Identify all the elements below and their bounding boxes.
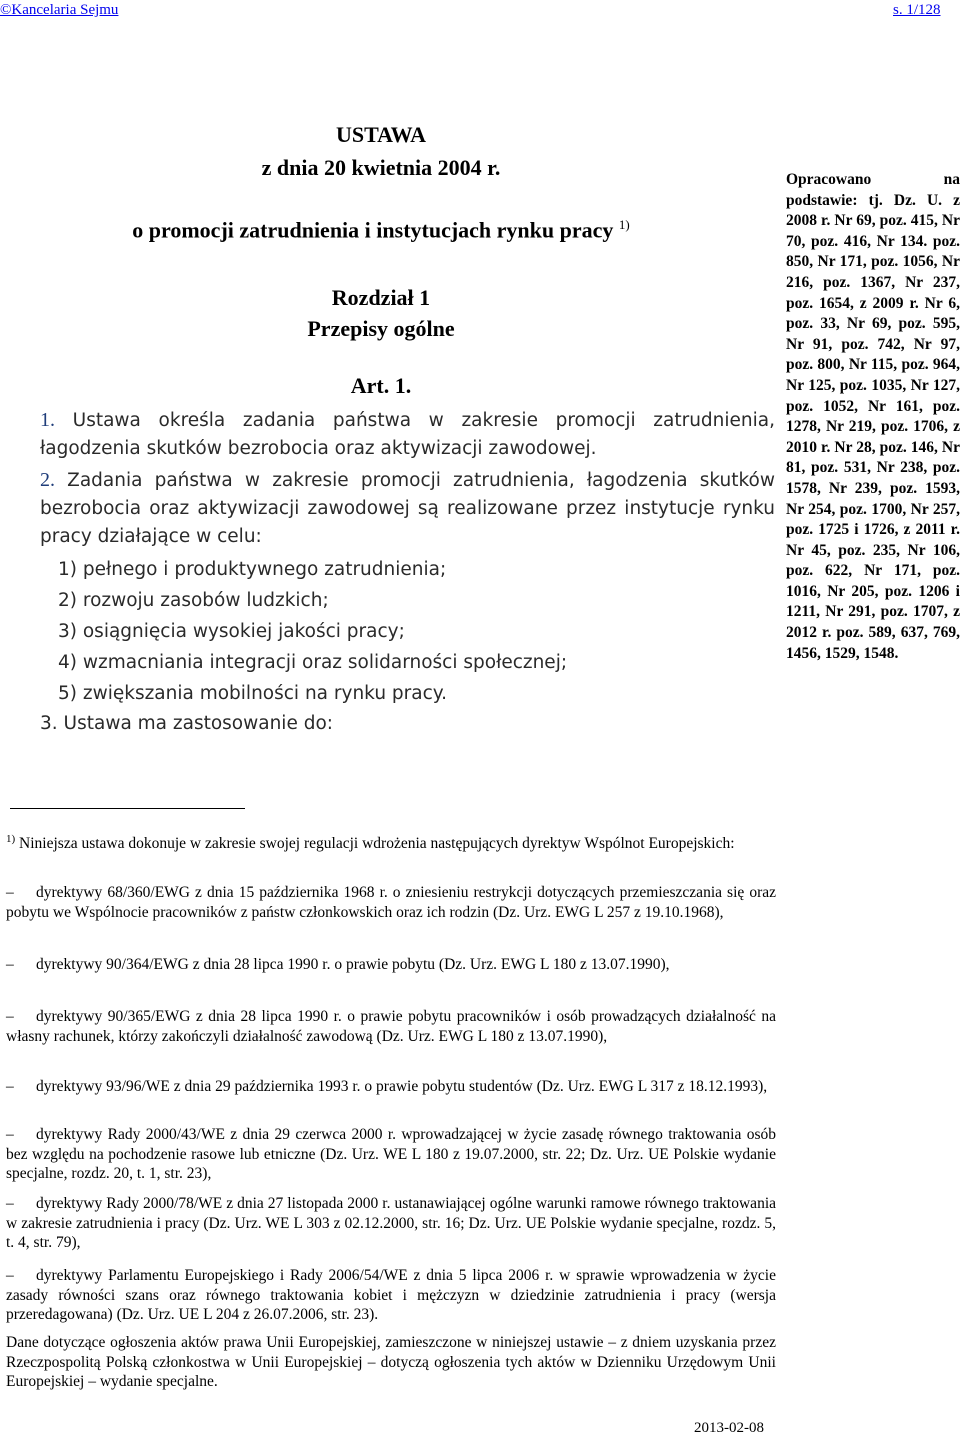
footnote-intro — [6, 830, 776, 854]
directive-text: dyrektywy 68/360/EWG z dnia 15 października 1968 r. o zniesieniu restrykcji dotyczących przemieszczania się oraz pobytu we Wspólnocie pracowników z państw członkowskich oraz ich rodzin (Dz. Urz. EWG L 257 z 19.10.1968), — [6, 884, 776, 921]
paragraph-2-number: 2. — [40, 469, 55, 491]
list-item: 4) wzmacniania integracji oraz solidarności społecznej; — [58, 652, 568, 673]
dash: – — [6, 1008, 14, 1025]
footnote-intro-text: Niniejsza ustawa dokonuje w zakresie swojej regulacji wdrożenia następujących dyrektyw Wspólnot Europejskich: — [19, 835, 735, 853]
dash: – — [6, 1195, 14, 1212]
directive-text: dyrektywy Rady 2000/43/WE z dnia 29 czerwca 2000 r. wprowadzającej w życie zasadę równego traktowania osób bez względu na pochodzenie rasowe lub etniczne (Dz. Urz. WE L 180 z 19.07.2000, str. 22; Dz. Urz. UE Polskie wydanie specjalne, rozdz. 20, t. 1, str. 23), — [6, 1126, 776, 1182]
directive-text: dyrektywy Rady 2000/78/WE z dnia 27 listopada 2000 r. ustanawiającej ogólne warunki ramowe równego traktowania w zakresie zatrudnienia i pracy (Dz. Urz. WE L 303 z 02.12.2000, str. 16; Dz. Urz. UE Polskie wydanie specjalne, rozdz. 5, t. 4, str. 79), — [6, 1195, 776, 1251]
act-subject — [0, 217, 762, 243]
footnote-ref[interactable]: 1) — [618, 217, 630, 232]
dash: – — [6, 884, 14, 901]
header-page-number[interactable] — [893, 2, 941, 19]
paragraph-2 — [40, 466, 775, 551]
paragraph-3 — [40, 710, 333, 738]
footnote-directive-item — [6, 1194, 776, 1253]
directive-text: dyrektywy Parlamentu Europejskiego i Rady 2006/54/WE z dnia 5 lipca 2006 r. w sprawie wprowadzenia w życie zasady równości szans oraz równego traktowania kobiet i mężczyzn w dziedzinie zatrudnienia i pracy (wersja przeredagowana) (Dz. Urz. UE L 204 z 26.07.2006, str. 23). — [6, 1267, 776, 1323]
paragraph-2-text: Zadania państwa w zakresie promocji zatrudnienia, łagodzenia skutków bezrobocia oraz aktywizacji zawodowej są realizowane przez instytucje rynku pracy działające w celu: — [40, 470, 775, 547]
chapter-number: Rozdział 1 — [331, 285, 431, 310]
list-item: 5) zwiększania mobilności na rynku pracy. — [58, 683, 447, 704]
article-label: Art. 1. — [350, 373, 412, 398]
footnote-directive-item — [6, 1266, 776, 1325]
footnote-directive-item — [6, 1077, 776, 1097]
page-number-link[interactable]: s. 1/128 — [893, 2, 941, 18]
list-item: 3) osiągnięcia wysokiej jakości pracy; — [58, 621, 405, 642]
list-item: 1) pełnego i produktywnego zatrudnienia; — [58, 559, 447, 580]
paragraph-3-number: 3. — [40, 713, 58, 734]
act-date: z dnia 20 kwietnia 2004 r. — [261, 155, 501, 180]
footnote-directive-item — [6, 1007, 776, 1046]
directive-text: dyrektywy 90/365/EWG z dnia 28 lipca 1990 r. o prawie pobytu pracowników i osób prowadzących działalność na własny rachunek, którzy zakończyli działalność zawodową (Dz. Urz. EWG L 180 z 13.07.1990), — [6, 1008, 776, 1045]
directive-text: dyrektywy 90/364/EWG z dnia 28 lipca 1990 r. o prawie pobytu (Dz. Urz. EWG L 180 z 13.07.1990), — [36, 956, 670, 973]
list-item: 2) rozwoju zasobów ludzkich; — [58, 590, 329, 611]
act-subject-text: o promocji zatrudnienia i instytucjach rynku pracy — [132, 217, 614, 243]
dash: – — [6, 956, 14, 973]
chapter-title: Przepisy ogólne — [307, 316, 455, 341]
header-copyright[interactable] — [0, 2, 118, 19]
paragraph-3-text: Ustawa ma zastosowanie do: — [63, 713, 334, 734]
footnote-divider — [10, 808, 245, 809]
footnote-directive-item — [6, 955, 776, 975]
footnote-closing: Dane dotyczące ogłoszenia aktów prawa Unii Europejskiej, zamieszczone w niniejszej ustawie – z dniem uzyskania przez Rzeczpospolitą Polską członkostwa w Unii Europejskiej – dotyczą ogłoszenia tych aktów w Dzienniku Urzędowym Unii Europejskiej – wydanie specjalne. — [6, 1334, 776, 1390]
paragraph-1-number: 1. — [40, 409, 55, 431]
footer-date: 2013-02-08 — [694, 1420, 764, 1436]
directive-text: dyrektywy 93/96/WE z dnia 29 października 1993 r. o prawie pobytu studentów (Dz. Urz. EWG L 317 z 18.12.1993), — [36, 1078, 768, 1095]
dash: – — [6, 1078, 14, 1095]
footnote-directive-item — [6, 1125, 776, 1184]
dash: – — [6, 1267, 14, 1284]
sidebar-source-note: Opracowano na podstawie: tj. Dz. U. z 2008 r. Nr 69, poz. 415, Nr 70, poz. 416, Nr 134. poz. 850, Nr 171, poz. 1056, Nr 216, poz. 1367, Nr 237, poz. 1654, z 2009 r. Nr 6, poz. 33, Nr 69, poz. 595, Nr 91, poz. 742, Nr 97, poz. 800, Nr 115, poz. 964, Nr 125, poz. 1035, Nr 127, poz. 1052, Nr 161, poz. 1278, Nr 219, poz. 1706, z 2010 r. Nr 28, poz. 146, Nr 81, poz. 531, Nr 238, poz. 1578, Nr 239, poz. 1593, Nr 254, poz. 1700, Nr 257, poz. 1725 i 1726, z 2011 r. Nr 45, poz. 235, Nr 106, poz. 622, Nr 171, poz. 1016, Nr 205, poz. 1206 i 1211, Nr 291, poz. 1707, z 2012 r. poz. 589, 637, 769, 1456, 1529, 1548. — [786, 171, 960, 662]
footnote-marker: 1) — [6, 833, 16, 845]
footnote-directive-item — [6, 883, 776, 922]
copyright-link[interactable]: ©Kancelaria Sejmu — [0, 2, 119, 18]
paragraph-1 — [40, 406, 775, 463]
act-type: USTAWA — [335, 122, 427, 147]
dash: – — [6, 1126, 14, 1143]
paragraph-1-text: Ustawa określa zadania państwa w zakresie promocji zatrudnienia, łagodzenia skutków bezrobocia oraz aktywizacji zawodowej. — [40, 410, 776, 459]
